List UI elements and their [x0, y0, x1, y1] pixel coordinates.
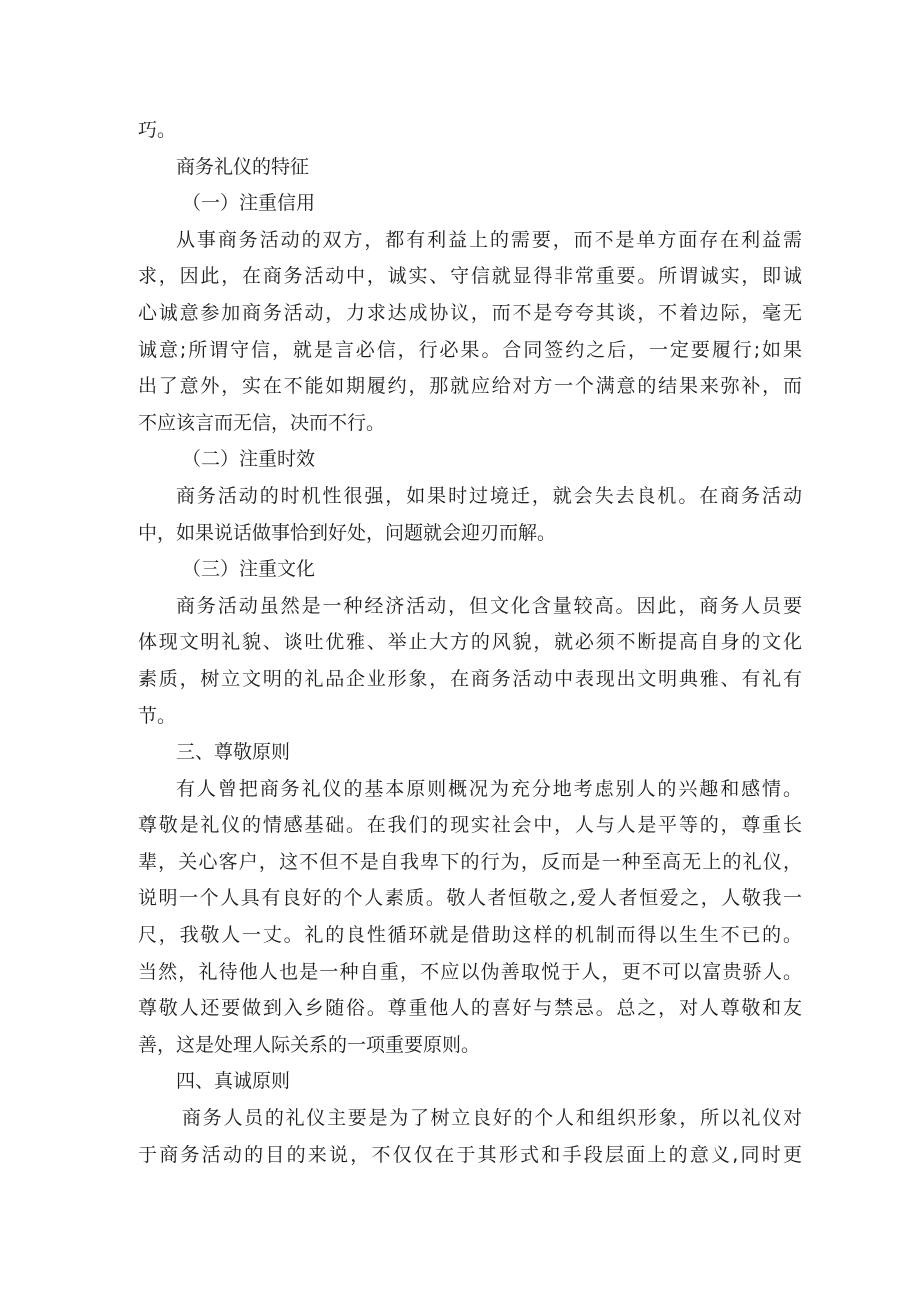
text-line: 尺，我敬人一丈。礼的良性循环就是借助这样的机制而得以生生不已的。: [138, 924, 802, 947]
text-line: 商务活动虽然是一种经济活动，但文化含量较高。因此，商务人员要: [176, 594, 802, 617]
subsection-heading: （三）注重文化: [182, 558, 316, 581]
text-line: 从事商务活动的双方，都有利益上的需要，而不是单方面存在利益需: [176, 228, 802, 251]
text-line: 尊敬人还要做到入乡随俗。尊重他人的喜好与禁忌。总之，对人尊敬和友: [138, 997, 802, 1020]
text-line: 体现文明礼貌、谈吐优雅、举止大方的风貌，就必须不断提高自身的文化: [138, 631, 802, 654]
text-line: 节。: [138, 704, 177, 727]
text-line: 善，这是处理人际关系的一项重要原则。: [138, 1033, 481, 1056]
section-heading: 商务礼仪的特征: [176, 155, 310, 178]
text-line: 尊敬是礼仪的情感基础。在我们的现实社会中，人与人是平等的，尊重长: [138, 814, 802, 837]
section-heading: 三、尊敬原则: [176, 741, 291, 764]
text-line: 心诚意参加商务活动，力求达成协议，而不是夸夸其谈，不着边际，毫无: [138, 301, 802, 324]
document-body: [138, 112, 802, 1173]
text-line: 不应该言而无信，决而不行。: [138, 411, 386, 434]
text-line: 中，如果说话做事恰到好处，问题就会迎刃而解。: [138, 521, 557, 544]
text-line: 出了意外，实在不能如期履约，那就应给对方一个满意的结果来弥补，而: [138, 375, 802, 398]
text-line: 商务人员的礼仪主要是为了树立良好的个人和组织形象，所以礼仪对: [182, 1107, 802, 1130]
text-line: 商务活动的时机性很强，如果时过境迁，就会失去良机。在商务活动: [176, 484, 802, 507]
text-line: 诚意;所谓守信，就是言必信，行必果。合同签约之后，一定要履行;如果: [138, 338, 802, 361]
text-line: 素质，树立文明的礼品企业形象，在商务活动中表现出文明典雅、有礼有: [138, 667, 802, 690]
subsection-heading: （二）注重时效: [182, 448, 316, 471]
text-line: 辈，关心客户，这不但不是自我卑下的行为，反而是一种至高无上的礼仪，: [138, 850, 802, 873]
subsection-heading: （一）注重信用: [182, 192, 316, 215]
text-line: 说明一个人具有良好的个人素质。敬人者恒敬之,爱人者恒爱之，人敬我一: [138, 887, 802, 910]
text-line: 求，因此，在商务活动中，诚实、守信就显得非常重要。所谓诚实，即诚: [138, 265, 802, 288]
text-line: 当然，礼待他人也是一种自重，不应以伪善取悦于人，更不可以富贵骄人。: [138, 960, 802, 983]
text-line: 巧。: [138, 119, 177, 141]
text-line: 于商务活动的目的来说，不仅仅在于其形式和手段层面上的意义,同时更: [138, 1143, 802, 1166]
text-line: 有人曾把商务礼仪的基本原则概况为充分地考虑别人的兴趣和感情。: [176, 777, 802, 800]
section-heading: 四、真诚原则: [176, 1070, 291, 1093]
